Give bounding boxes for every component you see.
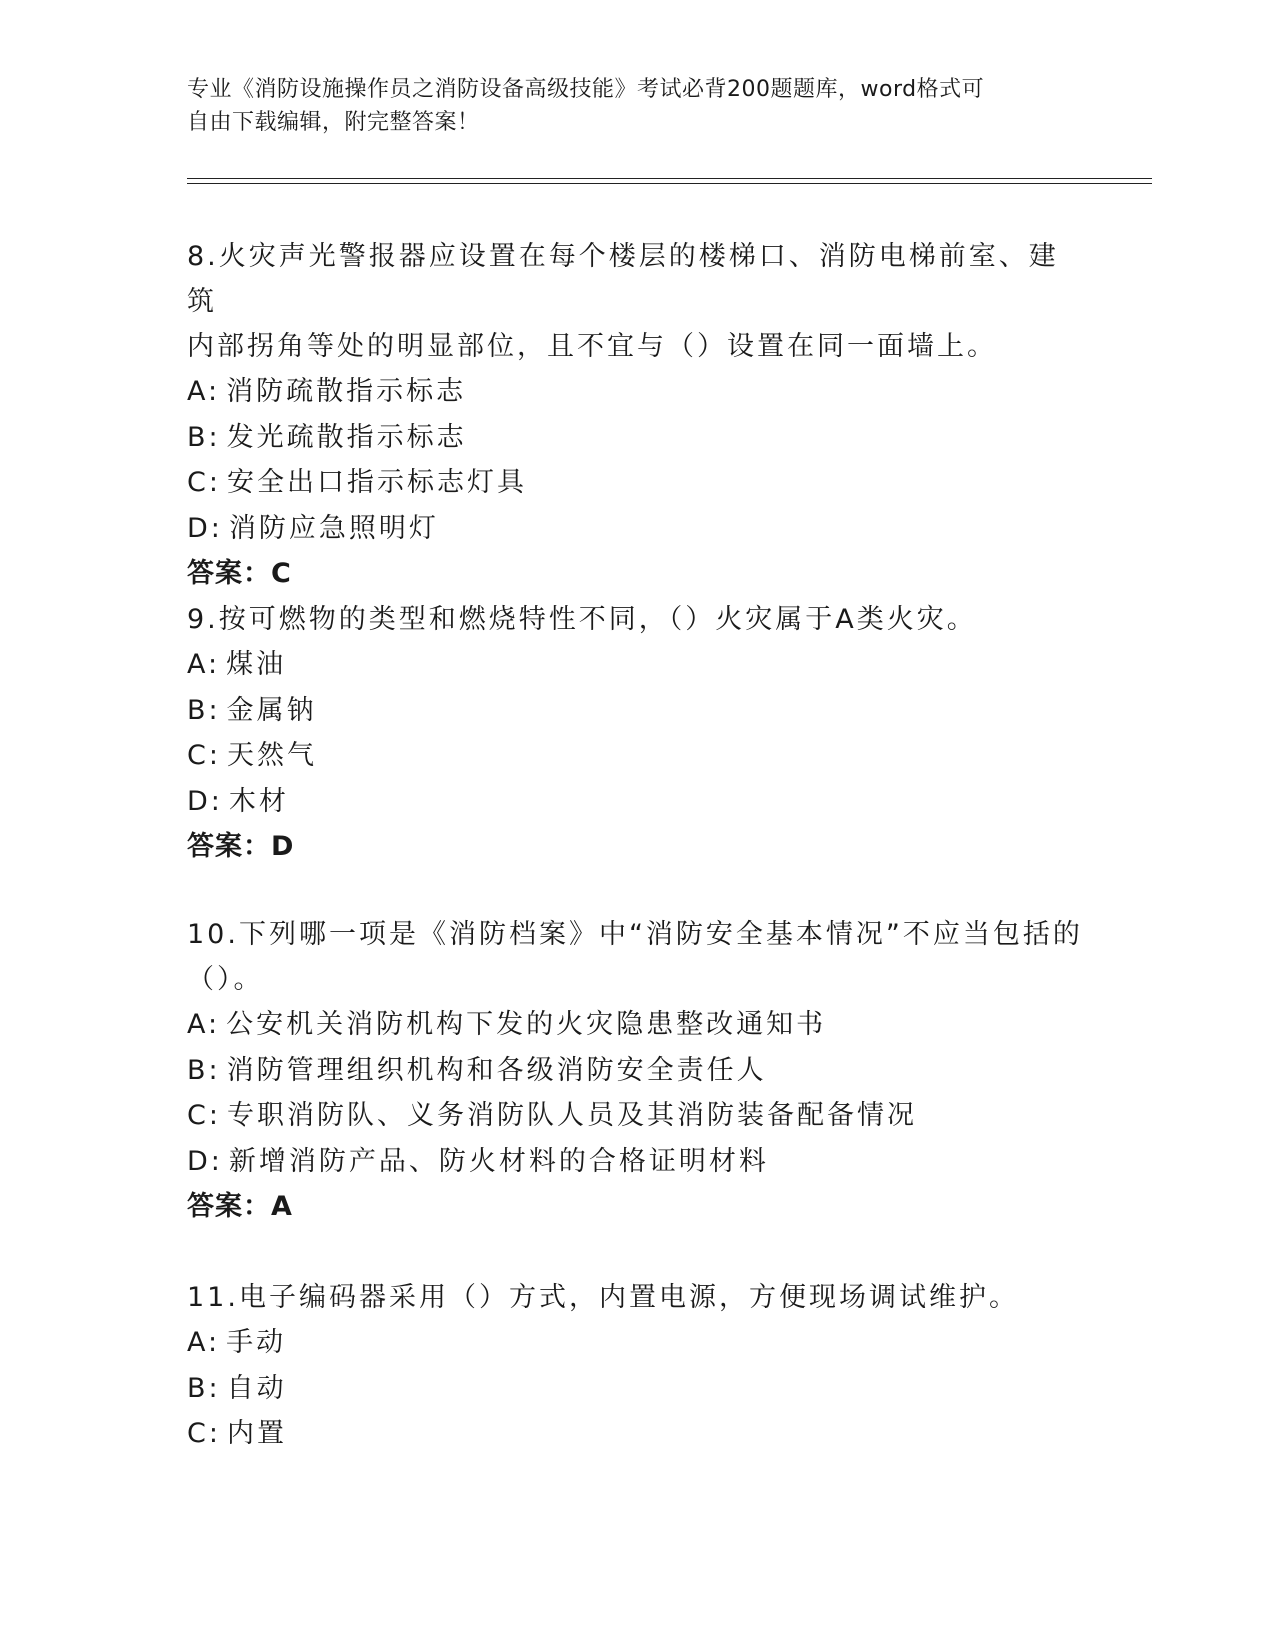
option-key: D: bbox=[187, 512, 223, 544]
option-text: 木材 bbox=[228, 785, 289, 817]
question-stem-line: 10.下列哪一项是《消防档案》中“消防安全基本情况”不应当包括的 bbox=[187, 919, 1083, 950]
option-text: 专职消防队、义务消防队人员及其消防装备配备情况 bbox=[226, 1100, 917, 1131]
option-text: 安全出口指示标志灯具 bbox=[226, 467, 527, 498]
question-9 bbox=[187, 597, 1087, 869]
option-b bbox=[187, 415, 1087, 461]
option-key: B: bbox=[187, 421, 221, 453]
question-stem-line: 11.电子编码器采用（）方式，内置电源，方便现场调试维护。 bbox=[187, 1282, 1019, 1313]
option-d bbox=[187, 779, 1087, 825]
question-stem-line: 9.按可燃物的类型和燃烧特性不同，（）火灾属于A类火灾。 bbox=[187, 604, 977, 635]
option-text: 天然气 bbox=[226, 740, 317, 771]
option-key: C: bbox=[187, 1100, 221, 1131]
option-b bbox=[187, 1366, 1087, 1412]
option-key: A: bbox=[187, 376, 221, 407]
option-key: B: bbox=[187, 694, 221, 726]
question-stem-line: （）。 bbox=[187, 964, 264, 995]
option-c bbox=[187, 1093, 1087, 1139]
option-key: D: bbox=[187, 785, 223, 817]
option-c bbox=[187, 460, 1087, 506]
option-key: D: bbox=[187, 1145, 223, 1177]
header-divider-bottom bbox=[187, 183, 1152, 184]
option-d bbox=[187, 1139, 1087, 1185]
option-key: B: bbox=[187, 1372, 221, 1404]
option-key: A: bbox=[187, 1327, 221, 1358]
option-text: 内置 bbox=[226, 1418, 287, 1449]
question-stem-line: 内部拐角等处的明显部位，且不宜与（）设置在同一面墙上。 bbox=[187, 331, 997, 362]
answer: 答案：D bbox=[187, 831, 295, 862]
question-11 bbox=[187, 1275, 1087, 1457]
option-key: C: bbox=[187, 740, 221, 771]
option-a bbox=[187, 1320, 1087, 1366]
option-key: C: bbox=[187, 1418, 221, 1449]
option-text: 消防疏散指示标志 bbox=[226, 376, 467, 407]
option-text: 发光疏散指示标志 bbox=[226, 421, 467, 453]
option-text: 消防应急照明灯 bbox=[228, 512, 439, 544]
header-line-2: 自由下载编辑，附完整答案！ bbox=[187, 110, 480, 135]
header-divider-top bbox=[187, 178, 1152, 179]
option-c bbox=[187, 1411, 1087, 1457]
document-header bbox=[187, 73, 1067, 139]
answer: 答案：A bbox=[187, 1191, 293, 1222]
option-text: 公安机关消防机构下发的火灾隐患整改通知书 bbox=[226, 1009, 827, 1040]
option-a bbox=[187, 1002, 1087, 1048]
option-text: 手动 bbox=[226, 1327, 287, 1358]
question-8 bbox=[187, 234, 1087, 596]
option-d bbox=[187, 506, 1087, 552]
question-stem-line: 8.火灾声光警报器应设置在每个楼层的楼梯口、消防电梯前室、建筑 bbox=[187, 241, 1059, 317]
option-text: 金属钠 bbox=[226, 694, 317, 726]
option-key: A: bbox=[187, 649, 221, 680]
option-text: 煤油 bbox=[226, 649, 287, 680]
option-text: 自动 bbox=[226, 1372, 287, 1404]
option-b bbox=[187, 1048, 1087, 1094]
option-a bbox=[187, 642, 1087, 688]
option-a bbox=[187, 369, 1087, 415]
header-line-1: 专业《消防设施操作员之消防设备高级技能》考试必背200题题库，word格式可 bbox=[187, 77, 985, 102]
option-key: A: bbox=[187, 1009, 221, 1040]
answer: 答案：C bbox=[187, 558, 292, 589]
option-key: B: bbox=[187, 1054, 221, 1086]
option-text: 新增消防产品、防火材料的合格证明材料 bbox=[228, 1145, 769, 1177]
option-key: C: bbox=[187, 467, 221, 498]
option-c bbox=[187, 733, 1087, 779]
option-b bbox=[187, 688, 1087, 734]
question-10 bbox=[187, 912, 1087, 1229]
option-text: 消防管理组织机构和各级消防安全责任人 bbox=[226, 1054, 767, 1086]
